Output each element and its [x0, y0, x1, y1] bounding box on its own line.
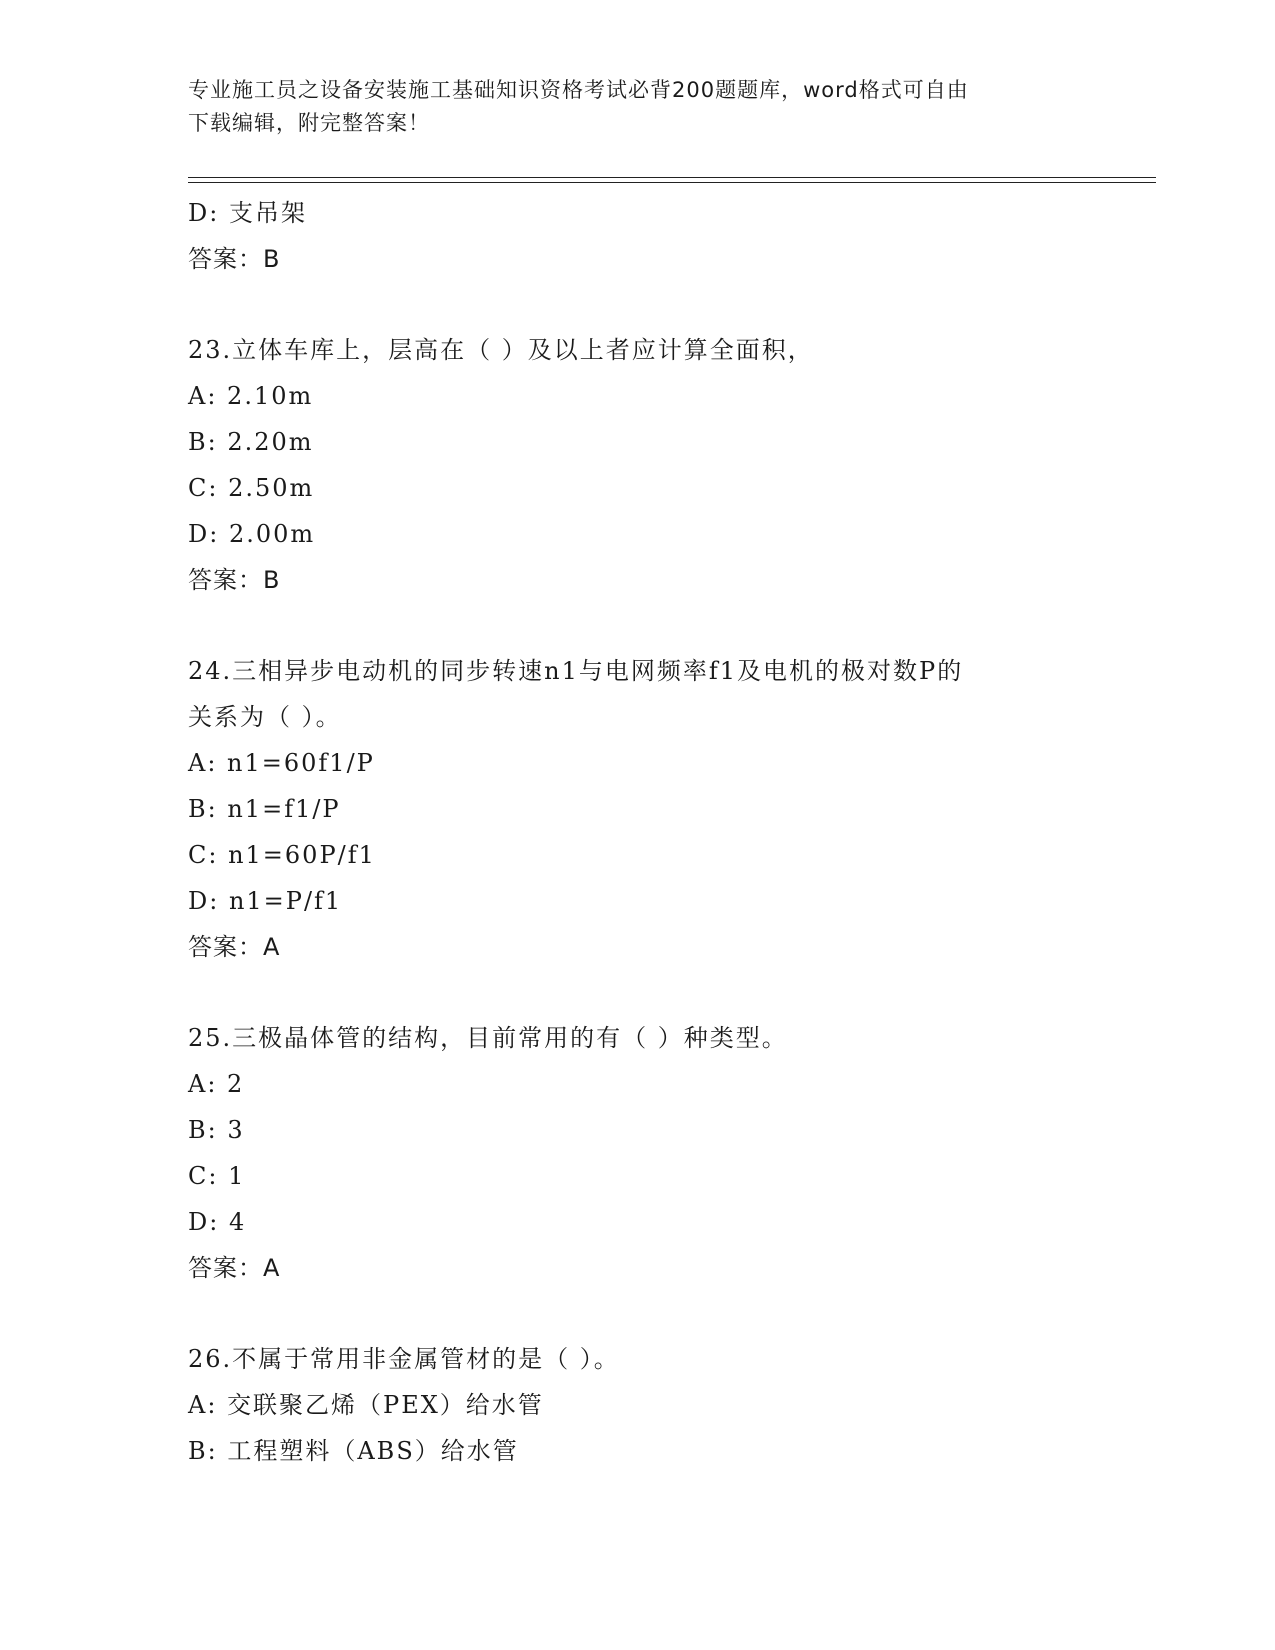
question-block [188, 648, 1108, 970]
question-block [188, 1336, 1108, 1474]
option-line: C: n1=60P/f1 [188, 841, 376, 869]
answer-line: 答案：B [188, 566, 281, 594]
option-line: A: n1=60f1/P [188, 749, 375, 777]
option-line: B: n1=f1/P [188, 795, 341, 823]
question-list [188, 190, 1108, 1474]
option-line: D: 支吊架 [188, 199, 307, 227]
document-header [188, 74, 1088, 140]
header-line-2: 下载编辑，附完整答案！ [188, 111, 430, 135]
option-line: B: 2.20m [188, 428, 314, 456]
header-line-1: 专业施工员之设备安装施工基础知识资格考试必背200题题库，word格式可自由 [188, 78, 969, 102]
question-text: 26.不属于常用非金属管材的是（ ）。 [188, 1345, 620, 1373]
option-line: D: 4 [188, 1208, 247, 1236]
question-block [188, 327, 1108, 603]
option-line: A: 交联聚乙烯（PEX）给水管 [188, 1391, 544, 1419]
option-line: A: 2.10m [188, 382, 314, 410]
option-line: A: 2 [188, 1070, 245, 1098]
answer-line: 答案：A [188, 1254, 281, 1282]
option-line: D: n1=P/f1 [188, 887, 343, 915]
option-line: B: 3 [188, 1116, 245, 1144]
question-block [188, 1015, 1108, 1291]
option-line: B: 工程塑料（ABS）给水管 [188, 1437, 519, 1465]
question-text: 24.三相异步电动机的同步转速n1与电网频率f1及电机的极对数P的 [188, 657, 964, 685]
answer-line: 答案：A [188, 933, 281, 961]
header-rule-bottom [188, 182, 1156, 183]
header-rule-top [188, 177, 1156, 178]
option-line: C: 1 [188, 1162, 246, 1190]
option-line: C: 2.50m [188, 474, 315, 502]
question-text: 25.三极晶体管的结构，目前常用的有（ ）种类型。 [188, 1024, 788, 1052]
answer-line: 答案：B [188, 245, 281, 273]
question-block [188, 190, 1108, 282]
option-line: D: 2.00m [188, 520, 316, 548]
text-line: 关系为（ ）。 [188, 703, 342, 731]
question-text: 23.立体车库上，层高在（ ）及以上者应计算全面积， [188, 336, 814, 364]
